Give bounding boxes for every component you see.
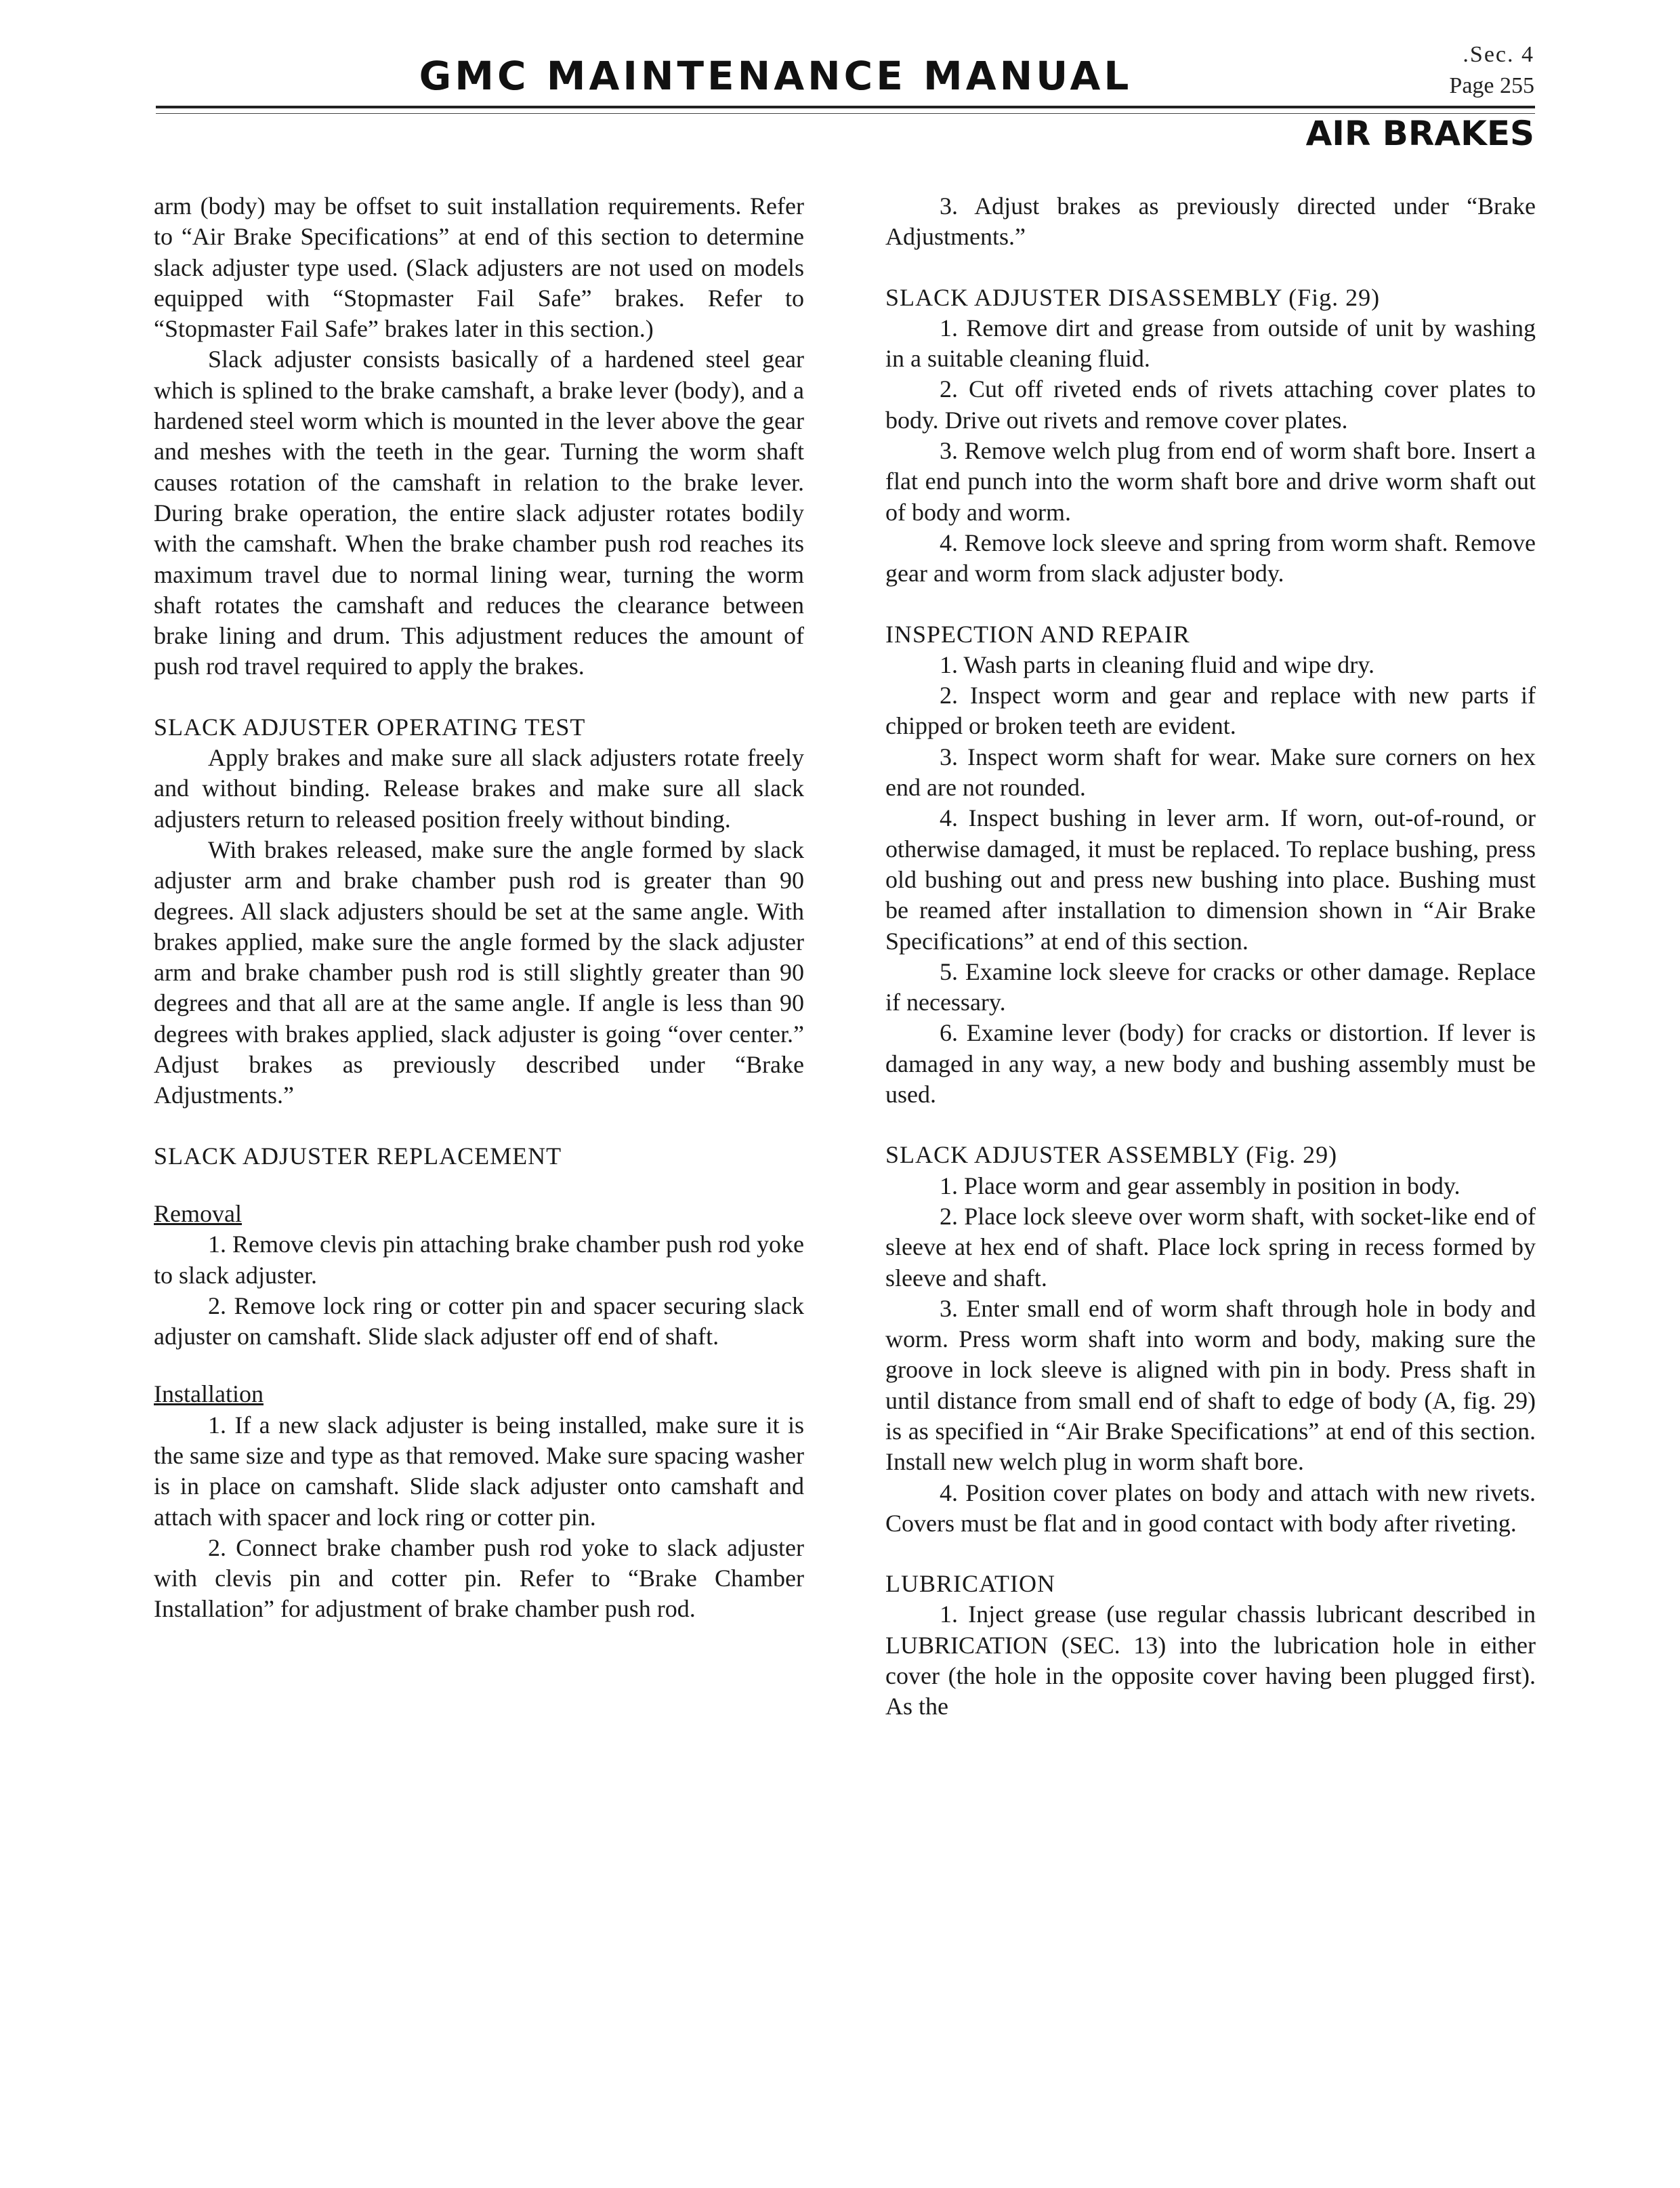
left-column xyxy=(154,191,804,1625)
header-rule-thick xyxy=(156,106,1535,108)
list-item: 2. Place lock sleeve over worm shaft, with socket-like end of sleeve at hex end of shaft. Place lock spring in recess formed by sleeve and shaft. xyxy=(885,1202,1536,1292)
list-item: 3. Remove welch plug from end of worm shaft bore. Insert a flat end punch into the worm shaft bore and drive worm shaft out of body and worm. xyxy=(885,437,1536,526)
page-number: Page 255 xyxy=(1449,73,1534,98)
paragraph: Slack adjuster consists basically of a hardened steel gear which is splined to the brake camshaft, a brake lever (body), and a hardened steel worm which is mounted in the lever above the gear and meshes with the teeth in the gear. Turning the worm shaft causes rotation of the camshaft in relation to the brake lever. During brake operation, the entire slack adjuster rotates bodily with the camshaft. When the brake chamber push rod reaches its maximum travel due to normal lining wear, turning the worm shaft rotates the camshaft and reduces the clearance between brake lining and drum. This adjustment reduces the amount of push rod travel required to apply the brakes. xyxy=(154,346,804,680)
section-heading: SLACK ADJUSTER ASSEMBLY (Fig. 29) xyxy=(885,1141,1338,1169)
list-item: 2. Remove lock ring or cotter pin and spacer securing slack adjuster on camshaft. Slide slack adjuster off end of shaft. xyxy=(154,1292,804,1350)
paragraph: With brakes released, make sure the angle formed by slack adjuster arm and brake chamber push rod is greater than 90 degrees. All slack adjusters should be set at the same angle. With brakes applied, make sure the angle formed by the slack adjuster arm and brake chamber push rod is still slightly greater than 90 degrees and that all are at the same angle. If angle is less than 90 degrees with brakes applied, slack adjuster is going “over center.” Adjust brakes as previously described under “Brake Adjustments.” xyxy=(154,835,804,1109)
list-item: 3. Enter small end of worm shaft through hole in body and worm. Press worm shaft into worm and body, making sure the groove in lock sleeve is aligned with pin in body. Press shaft in until distance from small end of shaft to edge of body (A, fig. 29) is as specified in “Air Brake Specifications” at end of this section. Install new welch plug in worm shaft bore. xyxy=(885,1294,1536,1476)
list-item: 1. Remove clevis pin attaching brake chamber push rod yoke to slack adjuster. xyxy=(154,1231,804,1289)
subheading: Installation xyxy=(154,1380,264,1408)
list-item: 1. If a new slack adjuster is being installed, make sure it is the same size and type as that removed. Make sure spacing washer is in place on camshaft. Slide slack adjuster onto camshaft and attach with spacer and lock ring or cotter pin. xyxy=(154,1411,804,1531)
right-column xyxy=(885,191,1536,1722)
list-item: 2. Cut off riveted ends of rivets attaching cover plates to body. Drive out rivets and remove cover plates. xyxy=(885,375,1536,434)
paragraph: Apply brakes and make sure all slack adjusters rotate freely and without binding. Release brakes and make sure all slack adjusters return to released position freely without binding. xyxy=(154,744,804,833)
list-item: 1. Wash parts in cleaning fluid and wipe dry. xyxy=(940,651,1374,678)
section-heading: SLACK ADJUSTER DISASSEMBLY (Fig. 29) xyxy=(885,283,1381,311)
section-number: .Sec. 4 xyxy=(1463,42,1534,67)
list-item: 3. Inspect worm shaft for wear. Make sure corners on hex end are not rounded. xyxy=(885,743,1536,802)
list-item: 4. Remove lock sleeve and spring from worm shaft. Remove gear and worm from slack adjuster body. xyxy=(885,529,1536,587)
list-item: 4. Position cover plates on body and attach with new rivets. Covers must be flat and in good contact with body after riveting. xyxy=(885,1479,1536,1537)
subheading: Removal xyxy=(154,1199,242,1227)
manual-title: GMC MAINTENANCE MANUAL xyxy=(419,53,1133,99)
section-heading: INSPECTION AND REPAIR xyxy=(885,620,1190,648)
list-item: 1. Inject grease (use regular chassis lubricant described in LUBRICATION (SEC. 13) into the lubrication hole in either cover (the hole in the opposite cover having been plugged first). As the xyxy=(885,1601,1536,1720)
section-heading: SLACK ADJUSTER OPERATING TEST xyxy=(154,713,586,741)
list-item: 5. Examine lock sleeve for cracks or other damage. Replace if necessary. xyxy=(885,957,1536,1016)
list-item: 1. Place worm and gear assembly in position in body. xyxy=(940,1172,1461,1199)
list-item: 3. Adjust brakes as previously directed under “Brake Adjustments.” xyxy=(885,192,1536,251)
section-heading: LUBRICATION xyxy=(885,1570,1055,1598)
list-item: 2. Inspect worm and gear and replace with new parts if chipped or broken teeth are evident. xyxy=(885,682,1536,740)
section-title: AIR BRAKES xyxy=(1305,114,1534,153)
list-item: 6. Examine lever (body) for cracks or distortion. If lever is damaged in any way, a new body and bushing assembly must be used. xyxy=(885,1019,1536,1109)
paragraph: arm (body) may be offset to suit installation requirements. Refer to “Air Brake Specifications” at end of this section to determine slack adjuster type used. (Slack adjusters are not used on models equipped with “Stopmaster Fail Safe” brakes. Refer to “Stopmaster Fail Safe” brakes later in this section.) xyxy=(154,192,804,343)
list-item: 2. Connect brake chamber push rod yoke to slack adjuster with clevis pin and cotter pin. Refer to “Brake Chamber Installation” for adjustment of brake chamber push rod. xyxy=(154,1533,804,1623)
section-heading: SLACK ADJUSTER REPLACEMENT xyxy=(154,1142,562,1170)
list-item: 1. Remove dirt and grease from outside of unit by washing in a suitable cleaning fluid. xyxy=(885,314,1536,373)
list-item: 4. Inspect bushing in lever arm. If worn, out-of-round, or otherwise damaged, it must be replaced. To replace bushing, press old bushing out and press new bushing into place. Bushing must be reamed after installation to dimension shown in “Air Brake Specifications” at end of this section. xyxy=(885,804,1536,955)
